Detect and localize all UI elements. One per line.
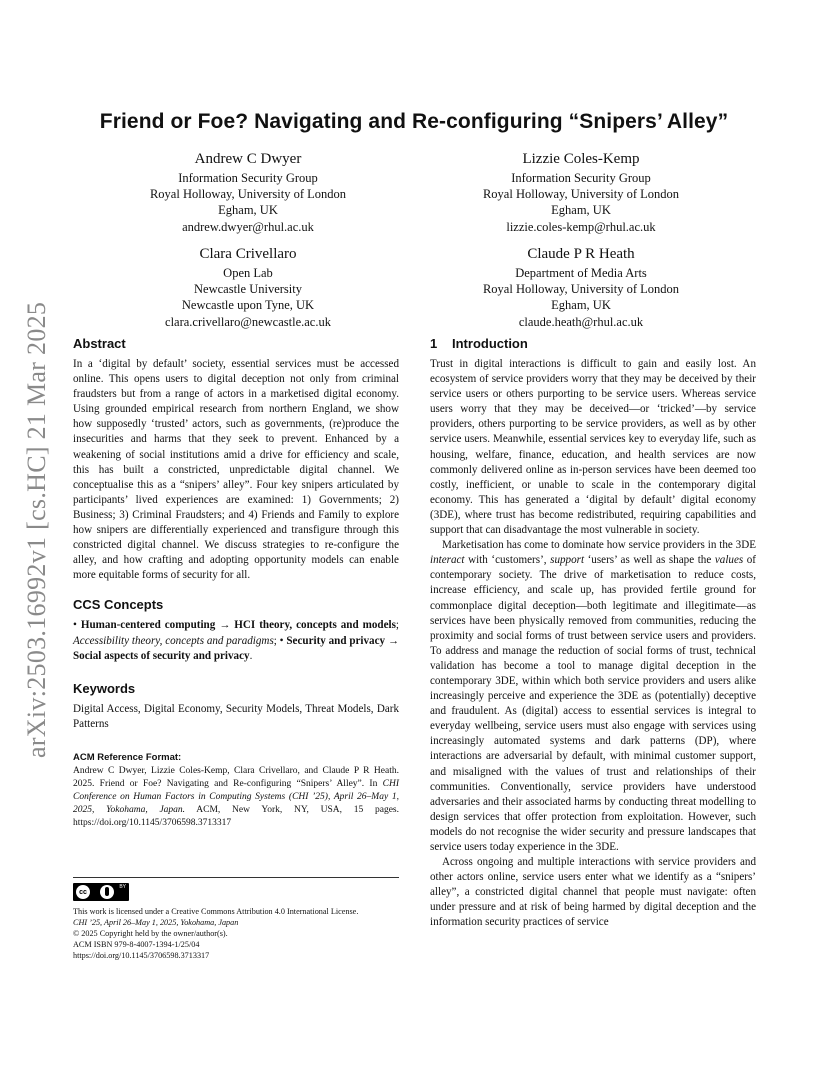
author-location: Newcastle upon Tyne, UK <box>181 298 315 313</box>
author-institution: Royal Holloway, University of London <box>482 282 680 297</box>
left-column <box>73 336 399 830</box>
paragraph-text: with ‘customers’, <box>464 554 551 567</box>
abstract-text: In a ‘digital by default’ society, essential services must be accessed online. This opens users to digital deception not only from criminal fraudsters but from a range of actors in a marketised digital economy. Using grounded empirical research from northern England, we show how supposedly ‘trusted’ actors, such as governments, (re)produce the insecurities and harms that they seek to prevent. Enhanced by a weakening of social institutions amid a drive for efficiency and scale, this has built a constricted, unpredictable digital channel. We conceptualise this as a “snipers’ alley”. Four key snipers articulated by participants’ lived experiences are examined: 1) Governments; 2) Business; 3) Criminal Fraudsters; and 4) Friends and Family to explore how snipers are differentially experienced and transfigure through this constricted digital channel. We discuss strategies to re-configure the alley, and how crafting and adopting opportunity models can enable more equitable forms of security for all. <box>73 358 399 582</box>
paper-title: Friend or Foe? Navigating and Re-configuring “Snipers’ Alley” <box>99 110 729 133</box>
ccs-concepts-text <box>73 618 399 663</box>
ccs-heading: CCS Concepts <box>73 597 164 613</box>
author-location: Egham, UK <box>551 298 611 313</box>
ccs-concept-link: Human-centered computing → HCI theory, concepts and models <box>80 619 396 632</box>
ccs-bullet: • <box>73 619 81 632</box>
by-label: BY <box>119 884 126 890</box>
author-institution: Royal Holloway, University of London <box>149 187 347 202</box>
paragraph-text: Marketisation has come to dominate how service providers in the 3DE <box>442 539 756 552</box>
author-affiliation: Information Security Group <box>178 171 318 185</box>
reference-venue: CHI Conference on Human Factors in Computing Systems (CHI ’25), April 26–May 1, 2025, Yokohama, Japan. <box>73 778 399 815</box>
abstract-heading: Abstract <box>73 336 126 351</box>
author-institution: Newcastle University <box>194 282 302 297</box>
section-number: 1 <box>430 336 438 351</box>
paragraph-text: ‘users’ as well as shape the <box>584 554 715 567</box>
keywords-heading: Keywords <box>73 680 136 696</box>
emphasis-text: values <box>714 554 744 567</box>
author-institution: Royal Holloway, University of London <box>482 187 680 202</box>
author-block-2 <box>441 149 721 235</box>
author-affiliation: Information Security Group <box>511 171 651 185</box>
emphasis-text: support <box>550 554 585 567</box>
attribution-person-icon <box>100 885 114 899</box>
ccs-separator: ; <box>273 634 280 647</box>
author-location: Egham, UK <box>551 203 611 218</box>
right-column <box>430 336 756 931</box>
conference-line: CHI ’25, April 26–May 1, 2025, Yokohama, Japan <box>73 918 239 927</box>
license-footnote <box>73 906 413 961</box>
author-block-1 <box>108 149 388 235</box>
author-block-4 <box>441 244 721 330</box>
author-email[interactable]: clara.crivellaro@newcastle.ac.uk <box>165 314 331 329</box>
ccs-separator: ; <box>395 619 399 632</box>
author-email[interactable]: lizzie.coles-kemp@rhul.ac.uk <box>506 219 656 234</box>
copyright-line: © 2025 Copyright held by the owner/author(s). <box>73 929 228 938</box>
intro-paragraph-1: Trust in digital interactions is difficult to gain and easily lost. An ecosystem of service providers worry that they may be deceived by their service users or others purporting to be service users. Whereas service users worry that they may be deceived—or ‘tricked’—by service providers, others purporting to be service providers, as well as by other service users. Meanwhile, essential services key to everyday life, such as housing, welfare, finance, education, and health services are now commonly delivered online as in-person services have been deemed too costly, inefficient, or unable to scale in the contemporary digital economy. This has generated a ‘digital by default’ digital economy (3DE), where trust has become redistributed, requiring capabilities and support that can disadvantage the most vulnerable in society. <box>430 358 756 537</box>
paragraph-text: of contemporary society. The drive of marketisation to reduce costs, increase efficiency, and scale up, has provided fertile ground for commonplace digital deception—both legitimate and illegitimate—as services have been physically removed from communities, reducing the proximity and social forms of trust between service users and providers. To address and manage the reduction of social forms of trust, technical validation has become a tool to manage digital deception in the contemporary 3DE, within which both service providers and users alike increasingly perceive and experience the 3DE as (potentially) deceptive and fraudulent. As (digital) access to essential services is integral to everyday wellbeing, service users must also engage with services using increasingly automated systems and dark patterns (DP), where interactions are adversarial by default, with minimal customer support, and misaligned with the values of trust and relationships of their communities. Conventionally, service providers have understood adversaries and their associated harms by conducting threat modelling to design services that offer protection from exploitation. However, such models do not recognise the wider security and pressure landscapes that service users today experience in the 3DE. <box>430 554 757 853</box>
author-affiliation: Open Lab <box>223 266 273 280</box>
author-location: Egham, UK <box>218 203 278 218</box>
ccs-concept-italic: Accessibility theory, concepts and paradigms <box>73 634 274 647</box>
intro-paragraph-3: Across ongoing and multiple interactions with service providers and other actors online, service users enter what we identify as a “snipers’ alley”, a constricted digital channel that people must navigate: often under pressure and at risk of being harmed by digital deception and the information security practices of service <box>430 856 756 929</box>
acm-reference-format <box>73 752 399 830</box>
author-affiliation: Department of Media Arts <box>515 266 647 280</box>
reference-doi[interactable]: ACM, New York, NY, USA, 15 pages. https://doi.org/10.1145/3706598.3713317 <box>73 804 399 828</box>
author-email[interactable]: andrew.dwyer@rhul.ac.uk <box>182 219 314 234</box>
author-name: Andrew C Dwyer <box>194 151 302 167</box>
reference-format-heading: ACM Reference Format: <box>73 751 182 763</box>
intro-paragraph-2 <box>430 538 756 855</box>
reference-citation: Andrew C Dwyer, Lizzie Coles-Kemp, Clara Crivellaro, and Claude P R Heath. 2025. Friend or Foe? Navigating and Re-configuring “Snipers’ Alley”. In <box>73 765 399 789</box>
reference-format-text <box>73 765 399 830</box>
cc-by-license-badge[interactable] <box>73 883 129 901</box>
author-name: Lizzie Coles-Kemp <box>522 151 640 167</box>
license-statement[interactable]: This work is licensed under a Creative Commons Attribution 4.0 International License. <box>73 907 359 916</box>
author-block-3 <box>108 244 388 330</box>
ccs-concept-link: Security and privacy → Social aspects of security and privacy <box>73 634 399 662</box>
emphasis-text: interact <box>430 554 465 567</box>
doi-link[interactable]: https://doi.org/10.1145/3706598.3713317 <box>73 951 210 960</box>
arxiv-identifier-stamp[interactable]: arXiv:2503.16992v1 [cs.HC] 21 Mar 2025 <box>22 301 51 758</box>
isbn-line: ACM ISBN 979-8-4007-1394-1/25/04 <box>73 940 200 949</box>
section-title: Introduction <box>452 336 528 351</box>
footnote-divider <box>73 877 399 878</box>
author-email[interactable]: claude.heath@rhul.ac.uk <box>518 314 644 329</box>
ccs-separator: . <box>249 649 253 662</box>
creative-commons-icon: cc <box>76 885 90 899</box>
author-name: Clara Crivellaro <box>199 246 297 262</box>
keywords-text: Digital Access, Digital Economy, Security Models, Threat Models, Dark Patterns <box>73 702 399 730</box>
ccs-bullet: • <box>279 634 287 647</box>
introduction-heading <box>430 336 756 351</box>
author-name: Claude P R Heath <box>527 246 635 262</box>
